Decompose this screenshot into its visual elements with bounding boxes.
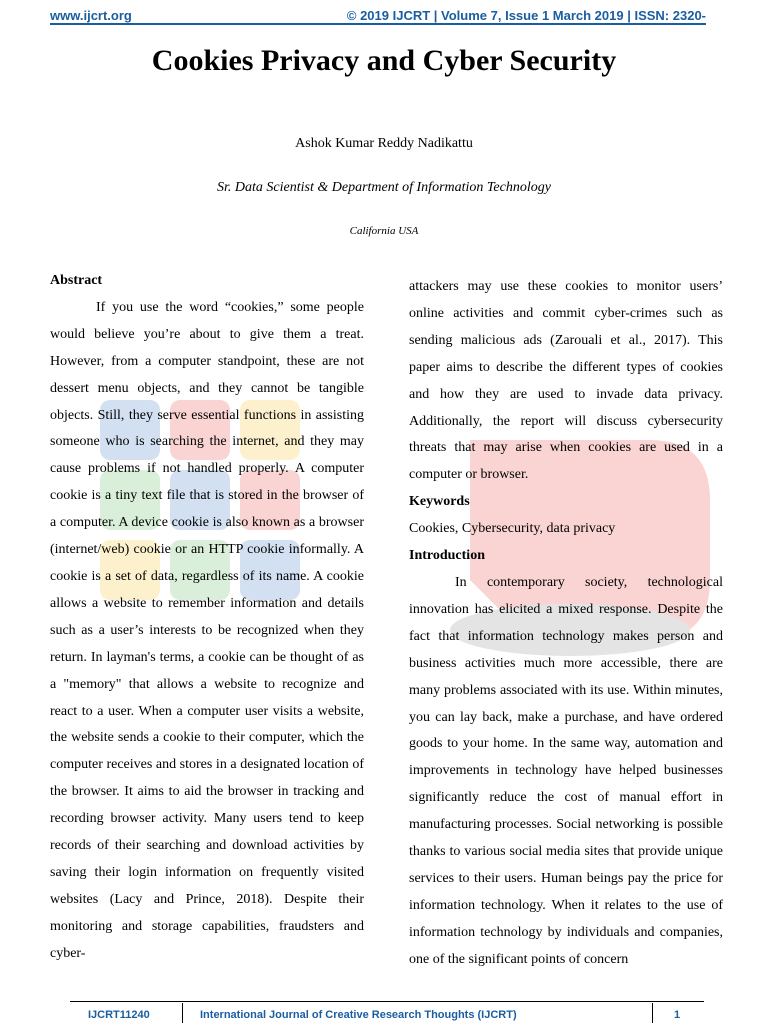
author-location: California USA xyxy=(349,225,419,237)
author-name: Ashok Kumar Reddy Nadikattu xyxy=(295,136,473,151)
footer-divider xyxy=(70,1001,704,1002)
footer-separator xyxy=(652,1003,653,1023)
right-column xyxy=(409,274,723,974)
journal-name: International Journal of Creative Research Thoughts (IJCRT) xyxy=(200,1009,517,1021)
footer-separator xyxy=(182,1003,183,1023)
header-divider xyxy=(50,23,706,25)
abstract-heading: Abstract xyxy=(50,273,103,288)
introduction-heading: Introduction xyxy=(409,548,485,564)
left-column xyxy=(50,268,364,968)
paper-title: Cookies Privacy and Cyber Security xyxy=(151,44,617,77)
abstract-body: If you use the word “cookies,” some people would believe you’re about to give them a treat. However, from a computer standpoint, these are not dessert menu objects, and they cannot be tangible objects. Still, they serve essential functions in assisting someone who is searching the internet, and they may cause problems if not handled properly. A computer cookie is a tiny text file that is stored in the browser of a computer. A device cookie is also known as a browser (internet/web) cookie or an HTTP cookie informally. A cookie is a set of data, regardless of its name. A cookie allows a website to remember information and details such as a user’s interests to be recognized when they return. In layman's terms, a cookie can be thought of as a "memory" that allows a website to recognize and react to a user. When a computer user visits a website, the website sends a cookie to their computer, which the computer receives and stores in a designated location of the browser. It aims to aid the browser in tracking and recording browser activity. Many users tend to keep records of their searching and download activities by saving their login information on frequently visited websites (Lacy and Prince, 2018). Despite their monitoring and storage capabilities, fraudsters and cyber- xyxy=(50,299,364,961)
running-footer xyxy=(70,1003,704,1023)
running-header xyxy=(50,6,706,24)
keywords-heading: Keywords xyxy=(409,494,470,510)
abstract-continuation: attackers may use these cookies to monitor users’ online activities and commit cyber-crimes such as sending malicious ads (Zarouali et al., 2017). This paper aims to describe the different types of cookies and how they are used to invade data privacy. Additionally, the report will discuss cybersecurity threats that may arise when cookies are used in a computer or browser. xyxy=(409,279,723,483)
journal-website: www.ijcrt.org xyxy=(50,8,132,23)
citation-line: © 2019 IJCRT | Volume 7, Issue 1 March 2019 | ISSN: 2320- xyxy=(346,8,706,23)
paper-id: IJCRT11240 xyxy=(88,1009,150,1021)
introduction-body: In contemporary society, technological innovation has elicited a mixed response. Despite the fact that information technology makes person and business activities much more accessible, there are many problems associated with its use. Within minutes, you can lay back, make a purchase, and have ordered goods to your home. In the same way, automation and improvements in technology have helped businesses significantly reduce the cost of manual effort in manufacturing processes. Social networking is possible thanks to various social media sites that provide unique services to their users. Human beings pay the price for information technology. When it relates to the use of information technology by individuals and companies, one of the significant points of concern xyxy=(409,574,723,967)
author-affiliation: Sr. Data Scientist & Department of Information Technology xyxy=(217,180,551,195)
keywords-text: Cookies, Cybersecurity, data privacy xyxy=(409,521,616,537)
page-number: 1 xyxy=(674,1009,681,1021)
